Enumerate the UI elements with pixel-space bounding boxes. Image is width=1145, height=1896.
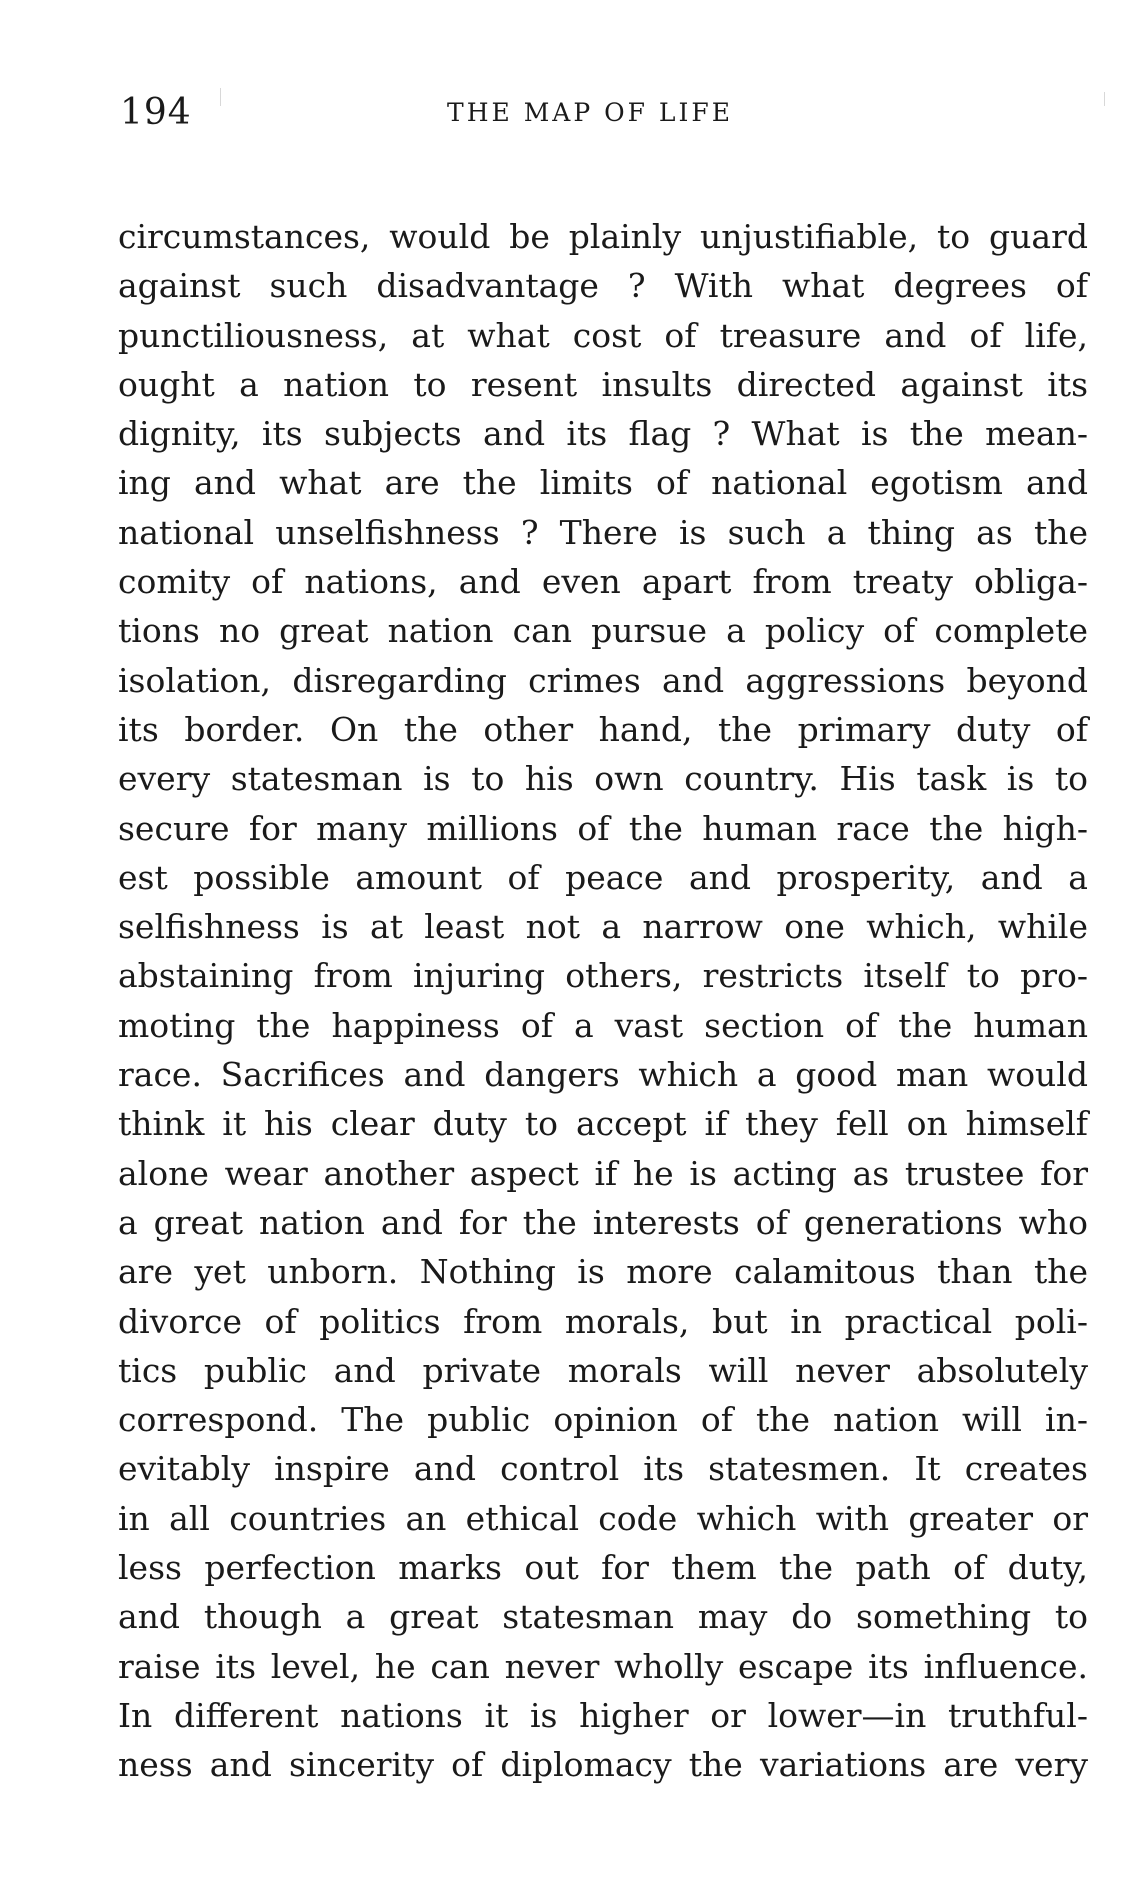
text-line: ing and what are the limits of national egotism and xyxy=(118,463,1088,503)
text-line: in all countries an ethical code which with greater or xyxy=(118,1498,1088,1538)
text-line: tics public and private morals will never absolutely xyxy=(118,1350,1088,1390)
text-line: circumstances, would be plainly unjustifiable, to guard xyxy=(118,217,1088,256)
text-line: In different nations it is higher or lower—in truthful- xyxy=(118,1695,1088,1735)
text-line: moting the happiness of a vast section of the human xyxy=(118,1005,1088,1045)
body-text xyxy=(118,212,1088,1790)
page-header xyxy=(120,92,1090,142)
text-line: national unselfishness ? There is such a thing as the xyxy=(118,512,1088,552)
text-line: against such disadvantage ? With what degrees of xyxy=(118,266,1088,306)
text-line: every statesman is to his own country. His task is to xyxy=(118,759,1088,799)
text-line: think it his clear duty to accept if they fell on himself xyxy=(118,1104,1088,1144)
text-line: tions no great nation can pursue a policy of complete xyxy=(118,611,1088,651)
text-line: dignity, its subjects and its flag ? What is the mean- xyxy=(118,414,1088,454)
running-head: THE MAP OF LIFE xyxy=(447,98,733,127)
text-line: a great nation and for the interests of generations who xyxy=(118,1202,1088,1242)
page-number: 194 xyxy=(120,92,192,133)
text-line: evitably inspire and control its statesmen. It creates xyxy=(118,1449,1088,1489)
text-line: est possible amount of peace and prosperity, and a xyxy=(118,857,1088,897)
text-line: punctiliousness, at what cost of treasure and of life, xyxy=(118,315,1088,355)
text-line: comity of nations, and even apart from treaty obliga- xyxy=(118,562,1088,602)
text-line: ought a nation to resent insults directed against its xyxy=(118,364,1088,404)
text-line: isolation, disregarding crimes and aggressions beyond xyxy=(118,660,1088,700)
text-line: ness and sincerity of diplomacy the variations are very xyxy=(118,1745,1088,1785)
text-line: selfishness is at least not a narrow one which, while xyxy=(118,907,1088,947)
text-line: race. Sacrifices and dangers which a good man would xyxy=(118,1055,1088,1095)
text-line: alone wear another aspect if he is acting as trustee for xyxy=(118,1153,1088,1193)
text-line: abstaining from injuring others, restricts itself to pro- xyxy=(118,956,1088,996)
text-line: correspond. The public opinion of the nation will in- xyxy=(118,1400,1088,1440)
text-line: secure for many millions of the human race the high- xyxy=(118,808,1088,848)
text-line: and though a great statesman may do something to xyxy=(118,1597,1088,1637)
text-line: its border. On the other hand, the primary duty of xyxy=(118,709,1088,749)
scan-edge-mark-right xyxy=(1104,92,1105,106)
text-line: raise its level, he can never wholly escape its influence. xyxy=(118,1646,1088,1686)
text-line: divorce of politics from morals, but in practical poli- xyxy=(118,1301,1088,1341)
text-line: less perfection marks out for them the path of duty, xyxy=(118,1548,1088,1588)
text-line: are yet unborn. Nothing is more calamitous than the xyxy=(118,1252,1088,1292)
